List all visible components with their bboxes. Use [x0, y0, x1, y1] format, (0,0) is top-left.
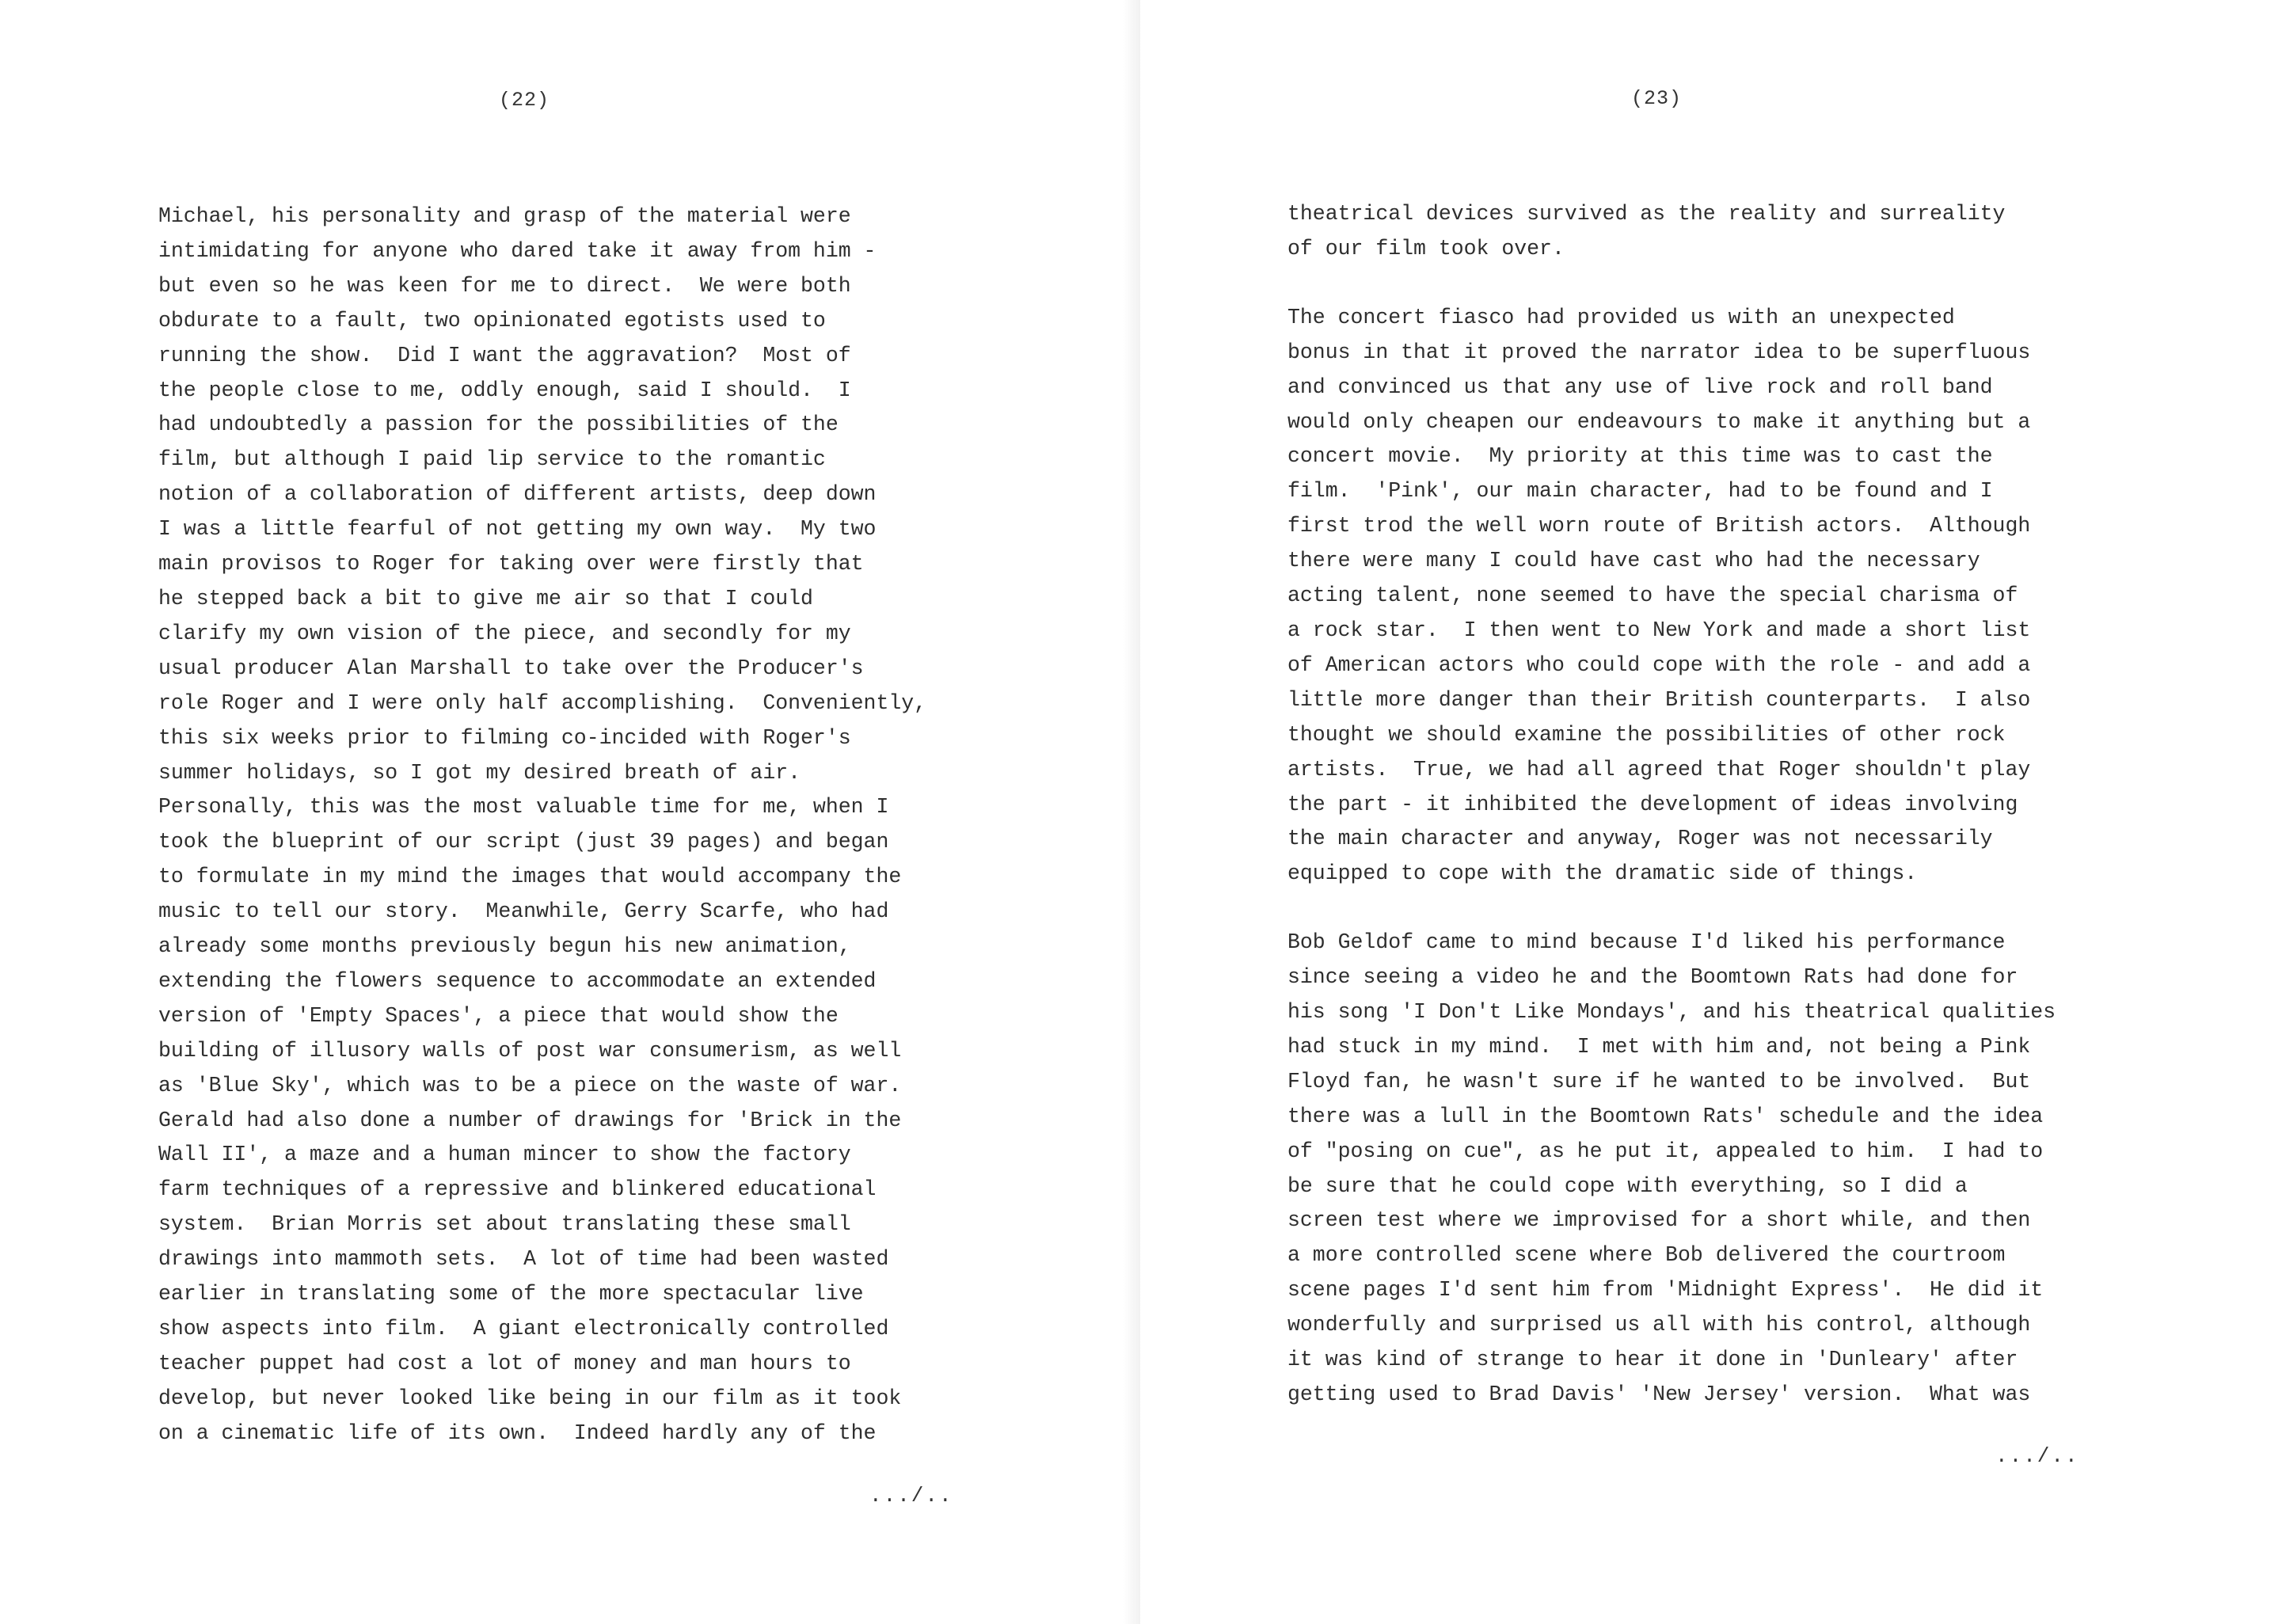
text-line: show aspects into film. A giant electronically controlled: [158, 1317, 889, 1341]
text-line: his song 'I Don't Like Mondays', and his theatrical qualities: [1287, 1000, 2056, 1025]
text-line: wonderfully and surprised us all with his control, although: [1287, 1313, 2031, 1337]
text-line: version of 'Empty Spaces', a piece that would show the: [158, 1003, 839, 1028]
text-line: thought we should examine the possibilities of other rock: [1287, 722, 2006, 747]
left-page-continuation: .../..: [869, 1484, 953, 1508]
text-line: and convinced us that any use of live rock and roll band: [1287, 375, 1993, 399]
text-line: Wall II', a maze and a human mincer to show the factory: [158, 1143, 851, 1167]
text-line: extending the flowers sequence to accommodate an extended: [158, 968, 877, 993]
text-line: but even so he was keen for me to direct. We were both: [158, 273, 851, 298]
text-line: usual producer Alan Marshall to take over the Producer's: [158, 656, 864, 680]
text-line: Gerald had also done a number of drawings for 'Brick in the: [158, 1108, 902, 1132]
text-line: music to tell our story. Meanwhile, Gerry Scarfe, who had: [158, 899, 889, 924]
text-line: first trod the well worn route of British actors. Although: [1287, 514, 2031, 538]
text-line: teacher puppet had cost a lot of money and man hours to: [158, 1351, 851, 1375]
text-line: there was a lull in the Boomtown Rats' schedule and the idea: [1287, 1104, 2044, 1128]
text-line: summer holidays, so I got my desired breath of air.: [158, 760, 801, 785]
text-line: of our film took over.: [1287, 236, 1565, 261]
text-line: clarify my own vision of the piece, and secondly for my: [158, 621, 851, 645]
right-page: [1140, 0, 2282, 1624]
text-line: theatrical devices survived as the reality and surreality: [1287, 202, 2006, 226]
left-page: [0, 0, 1140, 1624]
paragraph-gap: [1287, 267, 2056, 301]
text-line: building of illusory walls of post war consumerism, as well: [158, 1038, 902, 1063]
text-line: drawings into mammoth sets. A lot of time had been wasted: [158, 1247, 889, 1272]
text-line: film. 'Pink', our main character, had to be found and I: [1287, 479, 1993, 504]
text-line: he stepped back a bit to give me air so that I could: [158, 586, 813, 610]
text-line: Michael, his personality and grasp of the material were: [158, 204, 851, 228]
text-line: Bob Geldof came to mind because I'd liked his performance: [1287, 930, 2006, 955]
text-line: Floyd fan, he wasn't sure if he wanted to be involved. But: [1287, 1069, 2031, 1093]
text-line: since seeing a video he and the Boomtown Rats had done for: [1287, 965, 2018, 990]
right-page-body: [1287, 197, 2056, 1413]
text-line: took the blueprint of our script (just 39 pages) and began: [158, 830, 889, 854]
text-line: the part - it inhibited the development of ideas involving: [1287, 792, 2018, 816]
text-line: already some months previously begun his new animation,: [158, 934, 851, 959]
text-line: of "posing on cue", as he put it, appealed to him. I had to: [1287, 1139, 2044, 1163]
text-line: it was kind of strange to hear it done in 'Dunleary' after: [1287, 1348, 2018, 1372]
right-page-continuation: .../..: [1995, 1444, 2079, 1468]
text-line: had stuck in my mind. I met with him and, not being a Pink: [1287, 1034, 2031, 1059]
text-line: equipped to cope with the dramatic side of things.: [1287, 861, 1918, 886]
text-line: The concert fiasco had provided us with an unexpected: [1287, 305, 1955, 329]
text-line: running the show. Did I want the aggravation? Most of: [158, 343, 851, 367]
text-line: main provisos to Roger for taking over were firstly that: [158, 552, 864, 576]
text-line: the people close to me, oddly enough, said I should. I: [158, 378, 851, 402]
text-line: farm techniques of a repressive and blinkered educational: [158, 1177, 877, 1202]
text-line: screen test where we improvised for a short while, and then: [1287, 1208, 2031, 1233]
text-line: as 'Blue Sky', which was to be a piece on the waste of war.: [158, 1073, 902, 1097]
text-line: scene pages I'd sent him from 'Midnight Express'. He did it: [1287, 1278, 2044, 1303]
text-line: intimidating for anyone who dared take it away from him -: [158, 238, 877, 263]
text-line: artists. True, we had all agreed that Roger shouldn't play: [1287, 757, 2031, 782]
text-line: there were many I could have cast who had the necessary: [1287, 549, 1980, 573]
text-line: bonus in that it proved the narrator idea to be superfluous: [1287, 340, 2031, 364]
text-line: role Roger and I were only half accomplishing. Conveniently,: [158, 690, 927, 715]
left-page-body: [158, 200, 926, 1451]
text-line: little more danger than their British counterparts. I also: [1287, 687, 2031, 712]
text-line: of American actors who could cope with the role - and add a: [1287, 652, 2031, 677]
text-line: system. Brian Morris set about translating these small: [158, 1212, 851, 1237]
text-line: acting talent, none seemed to have the special charisma of: [1287, 584, 2018, 608]
text-line: develop, but never looked like being in our film as it took: [158, 1386, 902, 1410]
text-line: a rock star. I then went to New York and made a short list: [1287, 618, 2031, 642]
text-line: a more controlled scene where Bob delivered the courtroom: [1287, 1243, 2006, 1268]
text-line: concert movie. My priority at this time was to cast the: [1287, 444, 1993, 469]
text-line: this six weeks prior to filming co-incided with Roger's: [158, 725, 851, 750]
text-line: be sure that he could cope with everything, so I did a: [1287, 1173, 1968, 1198]
text-line: I was a little fearful of not getting my own way. My two: [158, 517, 877, 542]
text-line: had undoubtedly a passion for the possibilities of the: [158, 413, 839, 437]
text-line: earlier in translating some of the more spectacular live: [158, 1282, 864, 1306]
text-line: notion of a collaboration of different artists, deep down: [158, 482, 877, 507]
text-line: Personally, this was the most valuable time for me, when I: [158, 795, 889, 820]
text-line: film, but although I paid lip service to the romantic: [158, 447, 826, 472]
text-line: on a cinematic life of its own. Indeed hardly any of the: [158, 1421, 877, 1445]
text-line: obdurate to a fault, two opinionated egotists used to: [158, 308, 826, 333]
text-line: to formulate in my mind the images that would accompany the: [158, 865, 902, 889]
right-page-number: (23): [1631, 87, 1683, 110]
text-line: would only cheapen our endeavours to make it anything but a: [1287, 409, 2031, 434]
text-line: the main character and anyway, Roger was not necessarily: [1287, 827, 1993, 851]
paragraph-gap: [1287, 892, 2056, 926]
left-page-number: (22): [499, 89, 550, 112]
text-line: getting used to Brad Davis' 'New Jersey' version. What was: [1287, 1382, 2031, 1406]
